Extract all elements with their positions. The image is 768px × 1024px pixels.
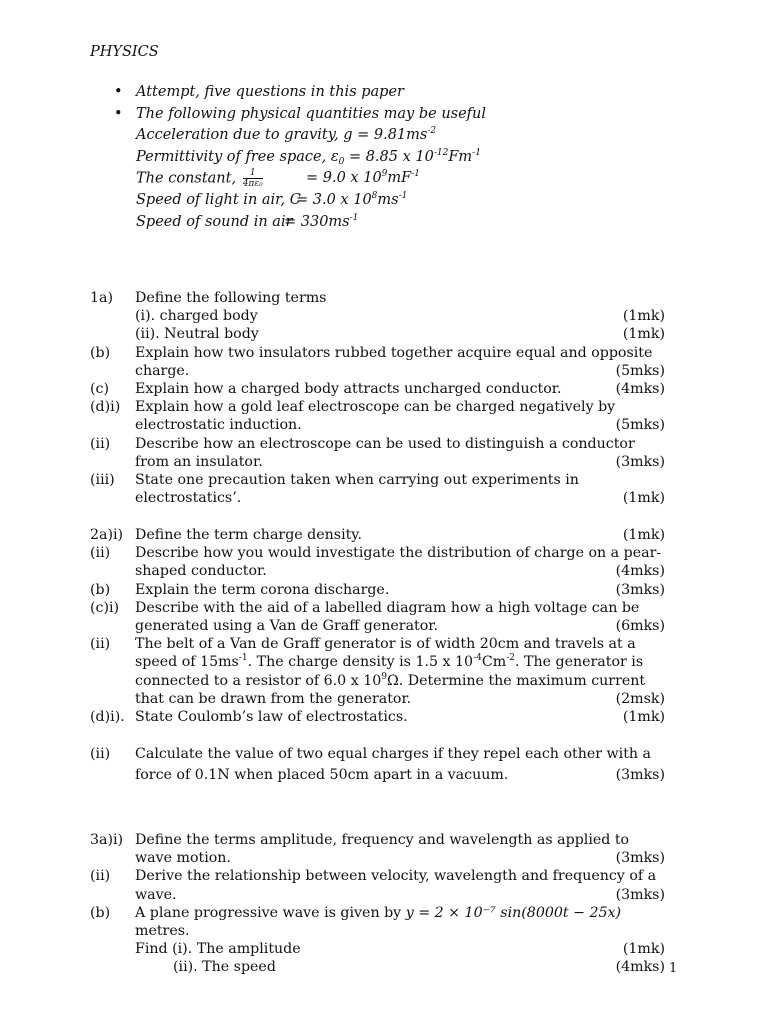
question-part: (ii) Derive the relationship between velocity, wavelength and frequency of a wave. (3mks) <box>90 868 665 903</box>
question-part: 2a)i) (1mk) Define the term charge density. <box>90 527 665 543</box>
question-part: (ii) Describe how you would investigate the distribution of charge on a pear-shaped conductor. (4mks) <box>90 545 665 580</box>
subject-title: PHYSICS <box>90 44 159 60</box>
question-part: (b) A plane progressive wave is given by y = 2 × 10⁻⁷ sin(8000t − 25x) metres. <box>90 904 622 940</box>
question-part: (b) Explain how two insulators rubbed together acquire equal and opposite charge. (5mks) <box>90 344 665 379</box>
question-1 <box>90 289 665 507</box>
page-number: 1 <box>669 961 678 976</box>
question-part: 1a) Define the following terms <box>90 290 327 306</box>
question-2 <box>90 526 665 786</box>
question-part: (1mk) (ii). Neutral body <box>135 326 665 343</box>
constant-light-speed: Speed of light in air, C = 3.0 x $10^8ms^{-1}$ <box>136 191 408 208</box>
wave-equation: y = 2 × 10⁻⁷ sin(8000t − 25x) <box>405 904 622 921</box>
question-part: (1mk) Find (i). The amplitude <box>135 941 665 958</box>
question-part: (4mks) (ii). The speed <box>173 959 665 976</box>
constant-coulomb: The constant, $\frac{1}{\text{4πε₀}}$ = 9.0 x $10^9mF^{-1}$ <box>136 168 420 189</box>
question-part: (ii) The belt of a Van de Graff generator is of width 20cm and travels at a speed of $15ms^{-1}$. The charge density is 1.5 x $10^{-4}Cm^{-2}$. The generator is connected to a resistor of 6.0 x $10^9\Omega$. Determine the maximum current that can be drawn from the generator. (2msk) <box>90 636 665 707</box>
instruction-bullet: • The following physical quantities may be useful <box>112 104 672 126</box>
constant-sound-speed: Speed of sound in air = $330ms^{-1}$ <box>136 212 359 230</box>
constant-gravity: Acceleration due to gravity, $g = 9.81ms^{-2}$ <box>136 126 437 143</box>
question-part: (d)i). (1mk) State Coulomb’s law of electrostatics. <box>90 709 665 726</box>
instruction-bullet: • Attempt, five questions in this paper <box>112 82 672 104</box>
fraction: $\frac{1}{\text{4πε₀}}$ <box>242 168 263 189</box>
constant-permittivity: Permittivity of free space, $\varepsilon_0 = 8.85$ x $10^{-12}Fm^{-1}$ <box>136 147 481 167</box>
instructions <box>112 82 672 233</box>
question-part: (iii) State one precaution taken when carrying out experiments in electrostatics’. (1mk) <box>90 472 665 507</box>
question-3 <box>90 831 665 977</box>
question-part: (c)i) Describe with the aid of a labelled diagram how a high voltage can be generated using a Van de Graff generator. (6mks) <box>90 599 665 635</box>
question-part: (c) (4mks) Explain how a charged body attracts uncharged conductor. <box>90 381 665 398</box>
question-part: (d)i) Explain how a gold leaf electroscope can be charged negatively by electrostatic induction. (5mks) <box>90 399 665 434</box>
question-part: 3a)i) Define the terms amplitude, frequency and wavelength as applied to wave motion. (3mks) <box>90 832 665 867</box>
question-part: (1mk) (i). charged body <box>135 308 665 325</box>
question-part: (b) (3mks) Explain the term corona discharge. <box>90 581 665 598</box>
question-part: (ii) Calculate the value of two equal charges if they repel each other with a force of 0.1N when placed 50cm apart in a vacuum. (3mks) <box>90 746 665 784</box>
question-part: (ii) Describe how an electroscope can be used to distinguish a conductor from an insulator. (3mks) <box>90 435 665 470</box>
